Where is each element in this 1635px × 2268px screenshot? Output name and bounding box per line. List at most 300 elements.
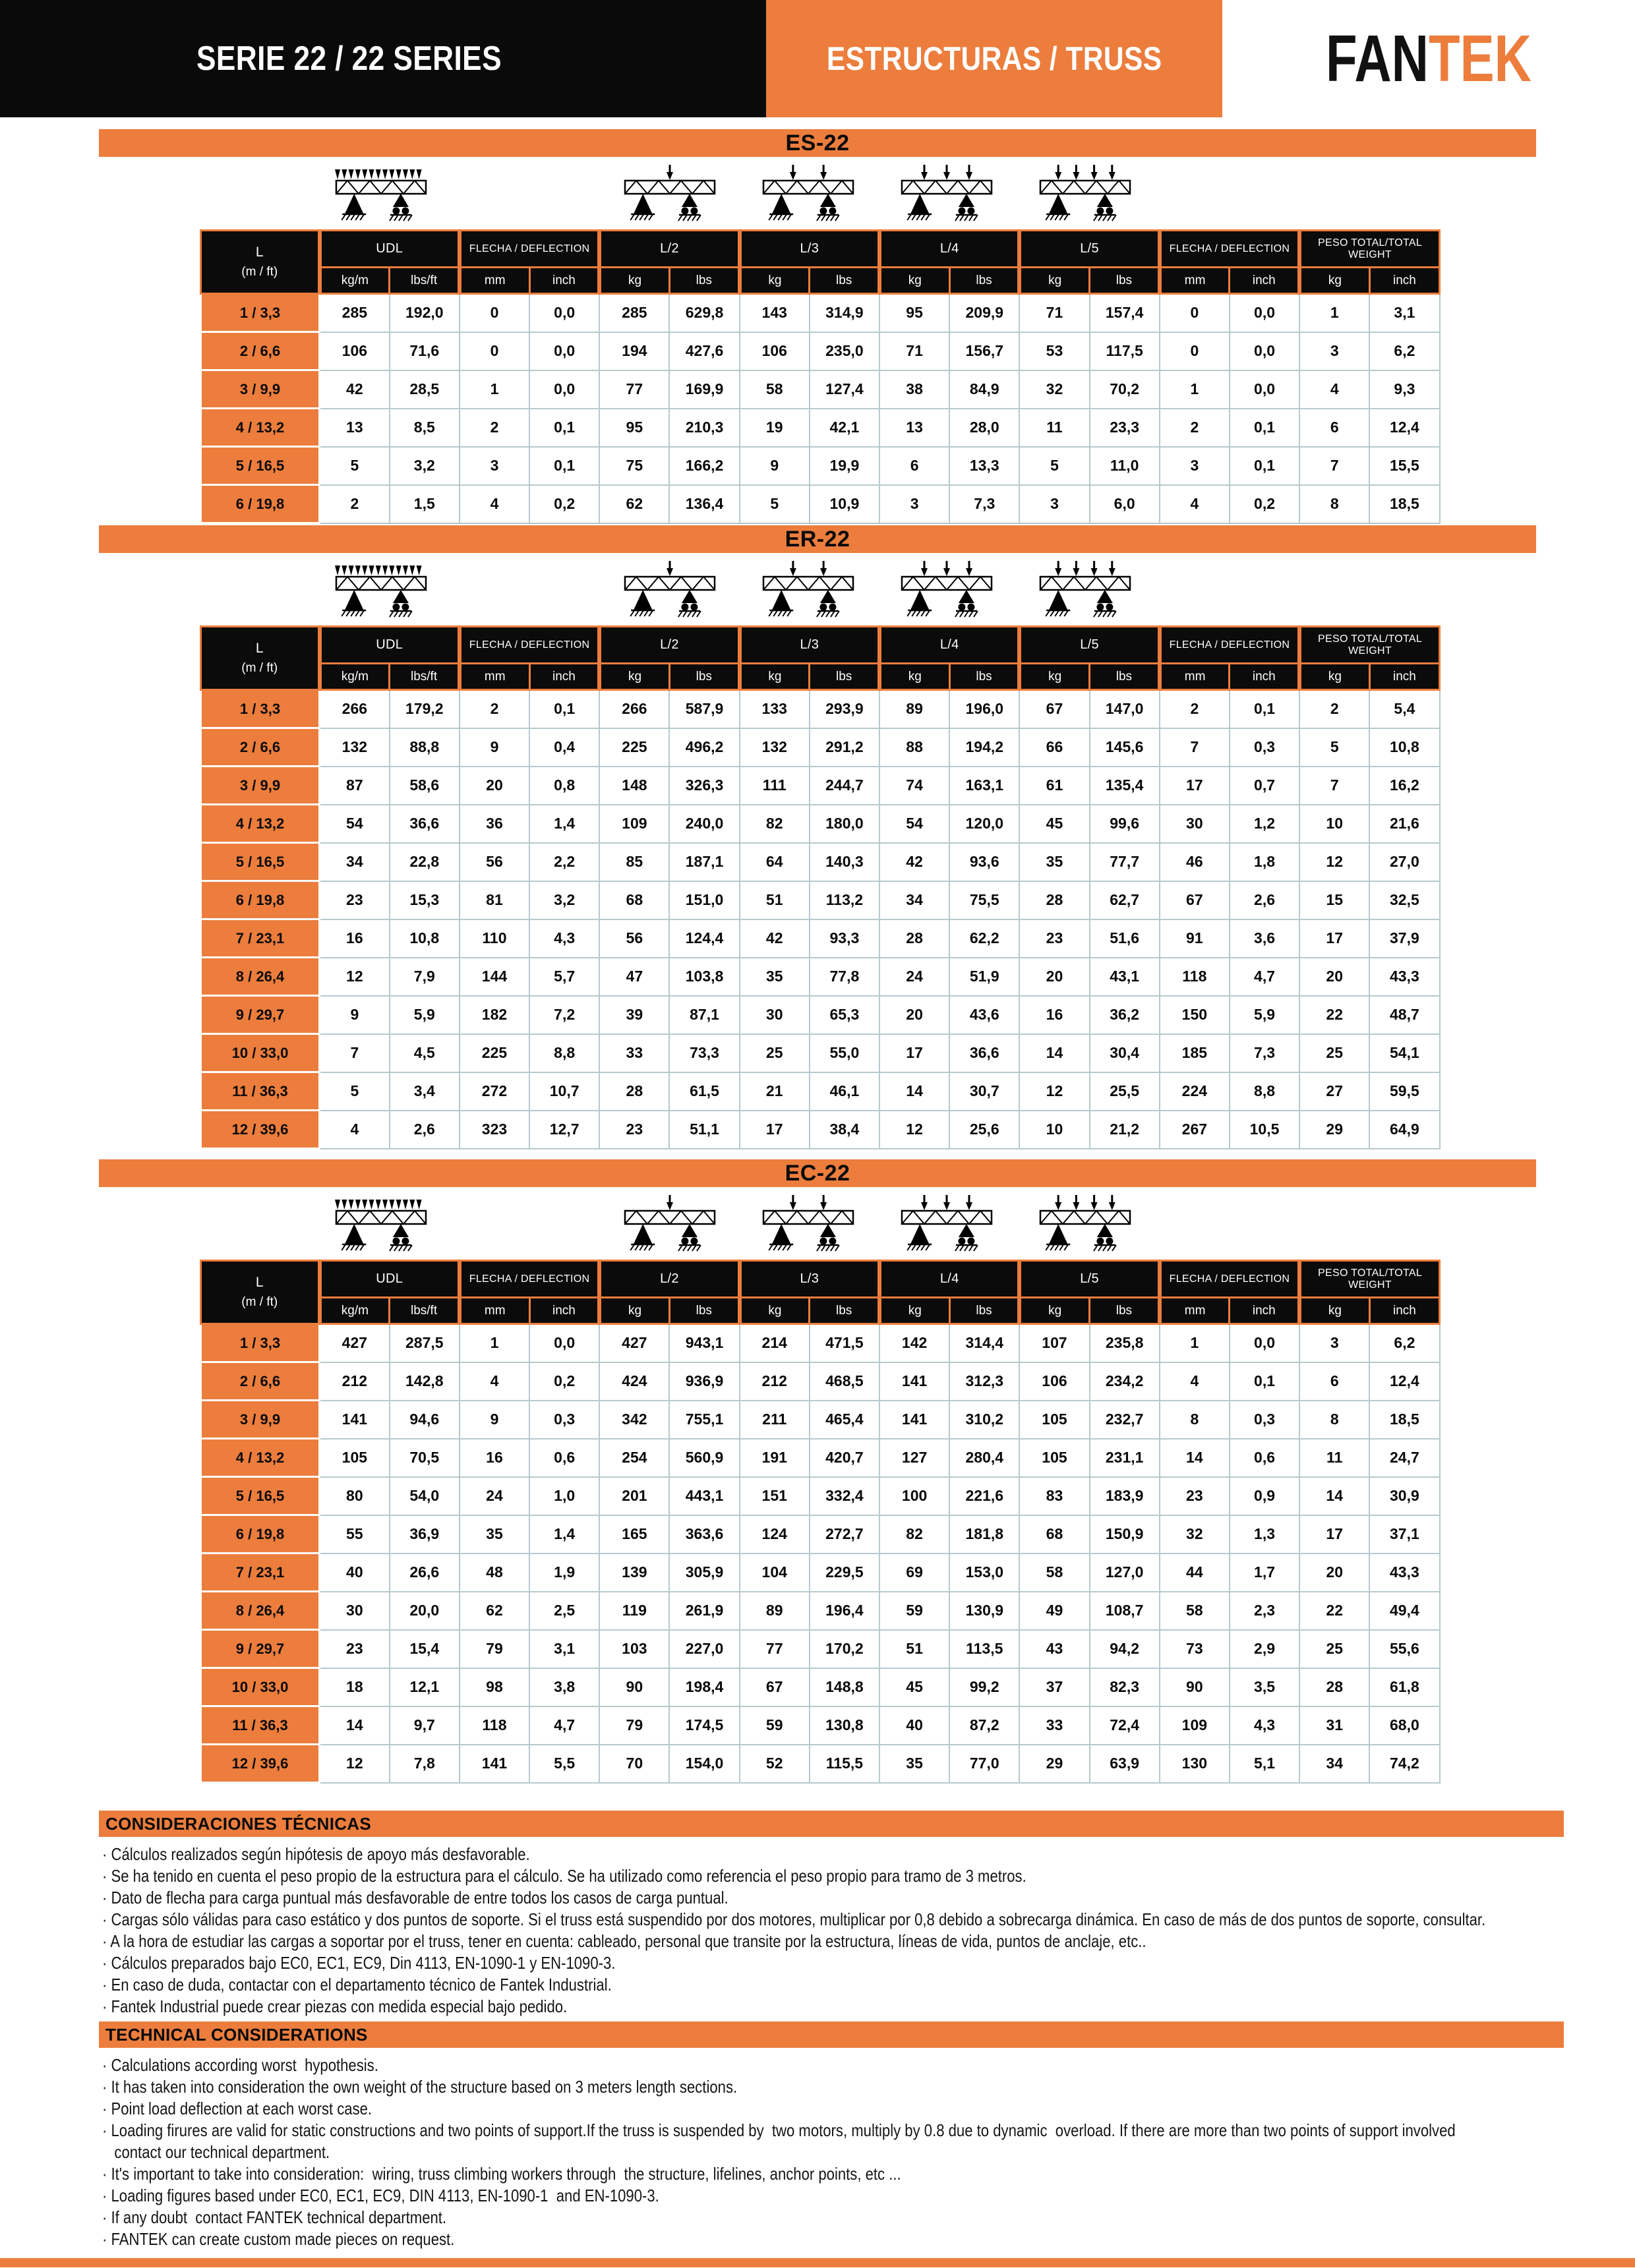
value-cell: 183,9 [1090,1477,1160,1515]
value-cell: 22 [1299,1592,1369,1630]
value-cell: 272,7 [810,1515,879,1554]
group-header: L/5 [1019,231,1159,268]
value-cell: 93,6 [949,843,1019,881]
value-cell: 9,3 [1369,370,1439,409]
value-cell: 280,4 [949,1439,1019,1477]
value-cell: 2 [1160,690,1230,728]
group-header: FLECHA / DEFLECTION [1160,627,1299,664]
length-cell: 10 / 33,0 [201,1668,320,1706]
value-cell: 9 [740,447,810,485]
value-cell: 151,0 [669,881,739,919]
unit-header: lbs [1090,268,1160,294]
unit-header: kg [599,664,669,690]
value-cell: 5 [320,447,390,485]
group-header: PESO TOTAL/TOTAL WEIGHT [1299,1261,1439,1298]
value-cell: 936,9 [669,1362,739,1401]
value-cell: 2,9 [1230,1630,1299,1668]
value-cell: 14 [1299,1477,1369,1515]
value-cell: 194,2 [949,728,1019,767]
value-cell: 427 [320,1324,390,1362]
value-cell: 2 [460,690,529,728]
value-cell: 85 [599,843,669,881]
value-cell: 4,5 [390,1034,460,1072]
logo-part-black: FAN [1326,21,1429,96]
value-cell: 153,0 [949,1554,1019,1592]
table-row [201,690,1440,728]
value-cell: 70,5 [390,1439,460,1477]
value-cell: 89 [879,690,949,728]
unit-header: mm [1160,664,1230,690]
value-cell: 285 [599,294,669,332]
value-cell: 151 [740,1477,810,1515]
value-cell: 142 [879,1324,949,1362]
value-cell: 0,2 [529,1362,599,1401]
value-cell: 113,5 [949,1630,1019,1668]
unit-header: inch [1230,268,1299,294]
value-cell: 19,9 [810,447,879,485]
value-cell: 39 [599,996,669,1034]
table-row [201,767,1440,805]
value-cell: 7 [1299,447,1369,485]
value-cell: 227,0 [669,1630,739,1668]
value-cell: 95 [599,409,669,447]
value-cell: 36 [460,805,529,843]
value-cell: 55,6 [1369,1630,1439,1668]
value-cell: 108,7 [1090,1592,1160,1630]
unit-header: inch [1369,268,1439,294]
value-cell: 30,4 [1090,1034,1160,1072]
value-cell: 59 [740,1706,810,1745]
value-cell: 0,2 [529,485,599,523]
value-cell: 323 [460,1111,529,1149]
value-cell: 0,3 [529,1401,599,1439]
value-cell: 3 [1160,447,1230,485]
load-table-er-22 [200,625,1441,1149]
length-cell: 2 / 6,6 [201,728,320,767]
group-header: L/2 [599,231,739,268]
value-cell: 23 [599,1111,669,1149]
value-cell: 23,3 [1090,409,1160,447]
section-title: ER-22 [785,526,850,552]
value-cell: 154,0 [669,1745,739,1783]
length-column-header: L (m / ft) [201,627,320,690]
value-cell: 28,0 [949,409,1019,447]
length-cell: 4 / 13,2 [201,805,320,843]
value-cell: 77,7 [1090,843,1160,881]
unit-header: lbs [949,1298,1019,1324]
value-cell: 73,3 [669,1034,739,1072]
value-cell: 0 [1160,332,1230,370]
value-cell: 221,6 [949,1477,1019,1515]
value-cell: 67 [740,1668,810,1706]
value-cell: 147,0 [1090,690,1160,728]
value-cell: 5,5 [529,1745,599,1783]
english-notes-title: TECHNICAL CONSIDERATIONS [105,2024,368,2045]
table-row [201,1439,1440,1477]
value-cell: 231,1 [1090,1439,1160,1477]
value-cell: 1,3 [1230,1515,1299,1554]
value-cell: 14 [1160,1439,1230,1477]
value-cell: 943,1 [669,1324,739,1362]
table-row [201,1324,1440,1362]
value-cell: 8,8 [529,1034,599,1072]
value-cell: 51 [879,1630,949,1668]
value-cell: 67 [1019,690,1089,728]
value-cell: 17 [1299,1515,1369,1554]
value-cell: 56 [460,843,529,881]
value-cell: 132 [740,728,810,767]
value-cell: 24 [460,1477,529,1515]
value-cell: 10 [1299,805,1369,843]
value-cell: 82 [740,805,810,843]
value-cell: 3,2 [529,881,599,919]
value-cell: 185 [1160,1034,1230,1072]
value-cell: 77,0 [949,1745,1019,1783]
value-cell: 98 [460,1668,529,1706]
unit-header: kg [1019,1298,1089,1324]
point-load-3-diagram [890,1191,1015,1257]
value-cell: 174,5 [669,1706,739,1745]
unit-header: lbs [669,664,739,690]
value-cell: 1,2 [1230,805,1299,843]
unit-header: inch [529,664,599,690]
value-cell: 40 [879,1706,949,1745]
length-column-header: L (m / ft) [201,231,320,294]
value-cell: 15,4 [390,1630,460,1668]
unit-header: kg [1019,664,1089,690]
group-header: L/3 [740,1261,879,1298]
load-case-diagrams [0,160,1635,229]
value-cell: 61,8 [1369,1668,1439,1706]
value-cell: 20,0 [390,1592,460,1630]
value-cell: 3,6 [1230,919,1299,958]
value-cell: 42,1 [810,409,879,447]
section-title: ES-22 [785,130,850,156]
table-row [201,1706,1440,1745]
value-cell: 2,6 [1230,881,1299,919]
value-cell: 90 [1160,1668,1230,1706]
table-row [201,919,1440,958]
value-cell: 28 [1019,881,1089,919]
note-line: · If any doubt contact FANTEK technical department. [102,2207,447,2227]
value-cell: 94,6 [390,1401,460,1439]
value-cell: 37,9 [1369,919,1439,958]
value-cell: 11 [1019,409,1089,447]
unit-header: lbs [669,1298,739,1324]
value-cell: 46 [1160,843,1230,881]
table-row [201,1745,1440,1783]
value-cell: 3,1 [1369,294,1439,332]
value-cell: 15,3 [390,881,460,919]
value-cell: 105 [1019,1401,1089,1439]
value-cell: 81 [460,881,529,919]
table-row [201,843,1440,881]
value-cell: 42 [879,843,949,881]
group-header: UDL [320,627,460,664]
value-cell: 1 [460,370,529,409]
value-cell: 0,1 [1230,409,1299,447]
unit-header: lbs [810,1298,879,1324]
value-cell: 210,3 [669,409,739,447]
value-cell: 99,6 [1090,805,1160,843]
group-header: UDL [320,1261,460,1298]
load-table-ec-22 [200,1260,1441,1784]
value-cell: 7 [1160,728,1230,767]
value-cell: 342 [599,1401,669,1439]
point-load-4-diagram [1028,161,1154,227]
value-cell: 170,2 [810,1630,879,1668]
value-cell: 0,0 [529,370,599,409]
length-cell: 6 / 19,8 [201,1515,320,1554]
length-cell: 11 / 36,3 [201,1706,320,1745]
value-cell: 23 [1019,919,1089,958]
value-cell: 16 [320,919,390,958]
unit-header: inch [529,1298,599,1324]
series-title: SERIE 22 / 22 SERIES [196,40,502,78]
value-cell: 59,5 [1369,1072,1439,1111]
value-cell: 106 [740,332,810,370]
value-cell: 132 [320,728,390,767]
value-cell: 111 [740,767,810,805]
value-cell: 560,9 [669,1439,739,1477]
value-cell: 0 [1160,294,1230,332]
value-cell: 26,6 [390,1554,460,1592]
brand-logo [1222,0,1635,117]
point-load-4-diagram [1028,557,1154,623]
value-cell: 179,2 [390,690,460,728]
value-cell: 305,9 [669,1554,739,1592]
value-cell: 24,7 [1369,1439,1439,1477]
value-cell: 16 [1019,996,1089,1034]
group-header: FLECHA / DEFLECTION [460,627,599,664]
udl-load-diagram [324,161,450,227]
value-cell: 144 [460,958,529,996]
value-cell: 20 [1299,958,1369,996]
table-row [201,728,1440,767]
length-cell: 5 / 16,5 [201,843,320,881]
value-cell: 68 [1019,1515,1089,1554]
value-cell: 90 [599,1668,669,1706]
logo-part-orange: TEK [1429,21,1531,96]
value-cell: 0,8 [529,767,599,805]
value-cell: 45 [879,1668,949,1706]
group-header: PESO TOTAL/TOTAL WEIGHT [1299,231,1439,268]
value-cell: 165 [599,1515,669,1554]
value-cell: 310,2 [949,1401,1019,1439]
length-cell: 5 / 16,5 [201,1477,320,1515]
value-cell: 118 [1160,958,1230,996]
value-cell: 232,7 [1090,1401,1160,1439]
value-cell: 3 [1299,332,1369,370]
value-cell: 3,4 [390,1072,460,1111]
load-case-diagrams [0,1190,1635,1260]
length-column-header: L (m / ft) [201,1261,320,1324]
value-cell: 16 [460,1439,529,1477]
value-cell: 120,0 [949,805,1019,843]
value-cell: 15,5 [1369,447,1439,485]
table-row [201,1592,1440,1630]
table-row [201,485,1440,523]
unit-header: kg [1019,268,1089,294]
unit-header: kg [879,268,949,294]
value-cell: 0,1 [529,447,599,485]
value-cell: 83 [1019,1477,1089,1515]
value-cell: 29 [1299,1111,1369,1149]
value-cell: 3 [879,485,949,523]
value-cell: 71,6 [390,332,460,370]
value-cell: 1,9 [529,1554,599,1592]
value-cell: 38 [879,370,949,409]
length-cell: 1 / 3,3 [201,690,320,728]
value-cell: 209,9 [949,294,1019,332]
value-cell: 35 [460,1515,529,1554]
value-cell: 4,3 [1230,1706,1299,1745]
load-case-diagrams [0,556,1635,625]
value-cell: 0 [460,332,529,370]
value-cell: 10,7 [529,1072,599,1111]
value-cell: 107 [1019,1324,1089,1362]
value-cell: 109 [599,805,669,843]
value-cell: 156,7 [949,332,1019,370]
unit-header: inch [529,268,599,294]
value-cell: 0,3 [1230,728,1299,767]
value-cell: 191 [740,1439,810,1477]
value-cell: 69 [879,1554,949,1592]
value-cell: 196,0 [949,690,1019,728]
value-cell: 224 [1160,1072,1230,1111]
value-cell: 64,9 [1369,1111,1439,1149]
table-row [201,409,1440,447]
value-cell: 53 [1019,332,1089,370]
value-cell: 30,9 [1369,1477,1439,1515]
value-cell: 157,4 [1090,294,1160,332]
value-cell: 5 [740,485,810,523]
value-cell: 287,5 [390,1324,460,1362]
value-cell: 8 [1299,1401,1369,1439]
value-cell: 77 [599,370,669,409]
value-cell: 133 [740,690,810,728]
note-line: · En caso de duda, contactar con el departamento técnico de Fantek Industrial. [102,1975,612,1994]
value-cell: 20 [460,767,529,805]
unit-header: mm [460,1298,529,1324]
value-cell: 44 [1160,1554,1230,1592]
unit-header: lbs [810,664,879,690]
value-cell: 182 [460,996,529,1034]
value-cell: 192,0 [390,294,460,332]
value-cell: 0,0 [1230,294,1299,332]
point-load-2-diagram [752,161,877,227]
value-cell: 0,7 [1230,767,1299,805]
value-cell: 3,5 [1230,1668,1299,1706]
value-cell: 10 [1019,1111,1089,1149]
spanish-notes-title: CONSIDERACIONES TÉCNICAS [105,1813,372,1834]
value-cell: 32 [1160,1515,1230,1554]
value-cell: 71 [879,332,949,370]
value-cell: 10,9 [810,485,879,523]
value-cell: 25 [1299,1630,1369,1668]
value-cell: 0,0 [1230,332,1299,370]
value-cell: 244,7 [810,767,879,805]
value-cell: 141 [879,1362,949,1401]
value-cell: 79 [599,1706,669,1745]
unit-header: inch [1369,1298,1439,1324]
value-cell: 24 [879,958,949,996]
value-cell: 62,2 [949,919,1019,958]
value-cell: 34 [879,881,949,919]
value-cell: 38,4 [810,1111,879,1149]
value-cell: 9 [460,728,529,767]
value-cell: 89 [740,1592,810,1630]
value-cell: 4 [1160,485,1230,523]
value-cell: 82 [879,1515,949,1554]
length-cell: 1 / 3,3 [201,1324,320,1362]
length-cell: 6 / 19,8 [201,881,320,919]
length-cell: 11 / 36,3 [201,1072,320,1111]
group-header: L/3 [740,627,879,664]
truss-section-ec-22 [0,1159,1635,1784]
value-cell: 43 [1019,1630,1089,1668]
value-cell: 15 [1299,881,1369,919]
value-cell: 1,4 [529,805,599,843]
unit-header: lbs [669,268,739,294]
group-header: L/3 [740,231,879,268]
value-cell: 7 [1299,767,1369,805]
value-cell: 7,9 [390,958,460,996]
value-cell: 30,7 [949,1072,1019,1111]
value-cell: 43,6 [949,996,1019,1034]
value-cell: 5,9 [390,996,460,1034]
unit-header: kg [879,664,949,690]
spanish-notes-list [0,1837,1635,2018]
value-cell: 8,8 [1230,1072,1299,1111]
value-cell: 105 [320,1439,390,1477]
value-cell: 150 [1160,996,1230,1034]
value-cell: 87 [320,767,390,805]
value-cell: 420,7 [810,1439,879,1477]
value-cell: 2,2 [529,843,599,881]
value-cell: 75 [599,447,669,485]
unit-header: kg/m [320,1298,390,1324]
unit-header: kg [740,664,810,690]
value-cell: 5,7 [529,958,599,996]
value-cell: 18,5 [1369,1401,1439,1439]
value-cell: 36,6 [390,805,460,843]
table-row [201,958,1440,996]
value-cell: 61,5 [669,1072,739,1111]
value-cell: 443,1 [669,1477,739,1515]
value-cell: 1,8 [1230,843,1299,881]
value-cell: 9,7 [390,1706,460,1745]
value-cell: 8 [1299,485,1369,523]
value-cell: 4 [1299,370,1369,409]
value-cell: 0,1 [1230,447,1299,485]
section-title-bar [99,129,1536,157]
value-cell: 10,8 [1369,728,1439,767]
value-cell: 74 [879,767,949,805]
value-cell: 95 [879,294,949,332]
value-cell: 64 [740,843,810,881]
value-cell: 10,8 [390,919,460,958]
value-cell: 16,2 [1369,767,1439,805]
unit-header: lbs/ft [390,1298,460,1324]
value-cell: 6 [1299,1362,1369,1401]
value-cell: 73 [1160,1630,1230,1668]
value-cell: 1 [1160,1324,1230,1362]
table-row [201,1668,1440,1706]
value-cell: 28 [879,919,949,958]
unit-header: kg [1299,664,1369,690]
point-load-1-diagram [613,161,738,227]
